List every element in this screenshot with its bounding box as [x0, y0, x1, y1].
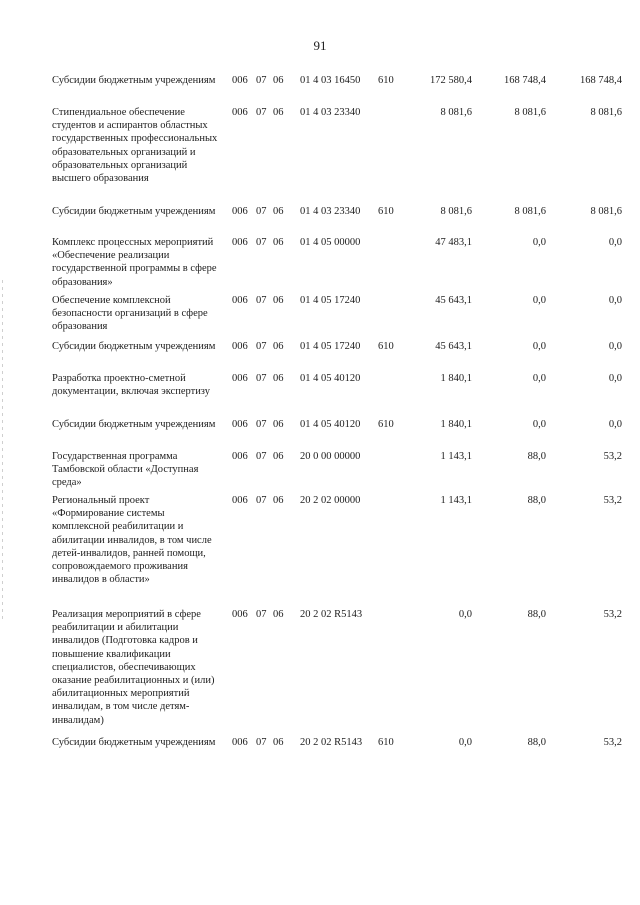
row-ved: 006: [232, 495, 248, 506]
row-pr: 06: [273, 107, 284, 118]
row-vr: 610: [378, 75, 394, 86]
scan-margin-line: [2, 280, 3, 620]
row-ved: 006: [232, 737, 248, 748]
row-rz: 07: [256, 737, 267, 748]
row-rz: 07: [256, 373, 267, 384]
row-value-3: 0,0: [608, 341, 622, 352]
row-ved: 006: [232, 237, 248, 248]
row-rz: 07: [256, 451, 267, 462]
row-value-2: 88,0: [527, 737, 546, 748]
row-pr: 06: [273, 341, 284, 352]
row-vr: 610: [378, 737, 394, 748]
row-pr: 06: [273, 419, 284, 430]
row-name: Субсидии бюджетным учреждениям: [52, 341, 216, 352]
row-csr: 20 2 02 R5143: [300, 737, 363, 748]
row-csr: 01 4 05 17240: [300, 295, 361, 306]
row-value-1: 0,0: [458, 737, 472, 748]
row-value-1: 1 143,1: [440, 451, 472, 462]
row-value-2: 0,0: [532, 295, 546, 306]
row-value-3: 53,2: [603, 609, 622, 620]
row-vr: 610: [378, 341, 394, 352]
row-csr: 20 2 02 00000: [300, 495, 361, 506]
row-value-2: 0,0: [532, 419, 546, 430]
row-value-2: 88,0: [527, 451, 546, 462]
row-value-1: 0,0: [458, 609, 472, 620]
row-pr: 06: [273, 737, 284, 748]
row-value-3: 0,0: [608, 295, 622, 306]
row-vr: 610: [378, 206, 394, 217]
row-csr: 20 0 00 00000: [300, 451, 361, 462]
row-pr: 06: [273, 495, 284, 506]
row-value-3: 0,0: [608, 373, 622, 384]
row-value-1: 8 081,6: [440, 206, 472, 217]
row-name: Субсидии бюджетным учреждениям: [52, 737, 216, 748]
row-vr: 610: [378, 419, 394, 430]
row-rz: 07: [256, 495, 267, 506]
row-ved: 006: [232, 206, 248, 217]
row-value-2: 88,0: [527, 609, 546, 620]
row-rz: 07: [256, 75, 267, 86]
row-rz: 07: [256, 609, 267, 620]
row-value-1: 1 840,1: [440, 419, 472, 430]
row-name: Реализация мероприятий в сфере реабилитации и абилитации инвалидов (Подготовка кадров и повышение квалификации специалистов, обеспечивающих оказание реабилитационных и (или) абилитационных мероприятий инвалидам, в том числе детям-инвалидам): [52, 609, 215, 726]
row-value-3: 8 081,6: [590, 107, 622, 118]
row-value-2: 88,0: [527, 495, 546, 506]
row-value-2: 0,0: [532, 341, 546, 352]
row-csr: 01 4 05 17240: [300, 341, 361, 352]
row-value-3: 168 748,4: [580, 75, 622, 86]
row-csr: 01 4 05 40120: [300, 419, 361, 430]
row-name: Комплекс процессных мероприятий «Обеспечение реализации государственной программы в сфере образования»: [52, 237, 217, 288]
row-pr: 06: [273, 75, 284, 86]
row-name: Обеспечение комплексной безопасности организаций в сфере образования: [52, 295, 208, 333]
row-value-3: 53,2: [603, 451, 622, 462]
row-rz: 07: [256, 107, 267, 118]
row-pr: 06: [273, 451, 284, 462]
row-value-3: 8 081,6: [590, 206, 622, 217]
row-ved: 006: [232, 75, 248, 86]
row-value-1: 1 840,1: [440, 373, 472, 384]
row-name: Разработка проектно-сметной документации, включая экспертизу: [52, 373, 210, 398]
row-name: Региональный проект «Формирование системы комплексной реабилитации и абилитации инвалидов, в том числе детей-инвалидов, ранней помощи, сопровождаемого проживания инвалидов в области»: [52, 495, 212, 586]
row-value-3: 0,0: [608, 237, 622, 248]
row-value-1: 1 143,1: [440, 495, 472, 506]
row-ved: 006: [232, 295, 248, 306]
row-name: Субсидии бюджетным учреждениям: [52, 206, 216, 217]
row-ved: 006: [232, 341, 248, 352]
row-name: Стипендиальное обеспечение студентов и аспирантов областных государственных профессиональных образовательных организаций и образовательных организаций высшего образования: [52, 107, 218, 185]
row-ved: 006: [232, 419, 248, 430]
row-value-3: 53,2: [603, 737, 622, 748]
row-value-1: 172 580,4: [430, 75, 472, 86]
row-csr: 01 4 03 16450: [300, 75, 361, 86]
row-rz: 07: [256, 237, 267, 248]
row-ved: 006: [232, 451, 248, 462]
row-value-3: 0,0: [608, 419, 622, 430]
row-rz: 07: [256, 295, 267, 306]
row-value-2: 0,0: [532, 373, 546, 384]
row-value-2: 8 081,6: [514, 107, 546, 118]
row-ved: 006: [232, 107, 248, 118]
row-csr: 01 4 05 40120: [300, 373, 361, 384]
row-value-3: 53,2: [603, 495, 622, 506]
row-csr: 01 4 03 23340: [300, 206, 361, 217]
row-name: Субсидии бюджетным учреждениям: [52, 75, 216, 86]
row-csr: 20 2 02 R5143: [300, 609, 363, 620]
row-value-1: 45 643,1: [435, 295, 472, 306]
row-name: Субсидии бюджетным учреждениям: [52, 419, 216, 430]
row-csr: 01 4 05 00000: [300, 237, 361, 248]
row-csr: 01 4 03 23340: [300, 107, 361, 118]
row-pr: 06: [273, 206, 284, 217]
row-rz: 07: [256, 419, 267, 430]
row-pr: 06: [273, 237, 284, 248]
row-ved: 006: [232, 373, 248, 384]
row-value-1: 45 643,1: [435, 341, 472, 352]
row-value-1: 47 483,1: [435, 237, 472, 248]
row-name: Государственная программа Тамбовской области «Доступная среда»: [52, 451, 199, 489]
row-value-2: 8 081,6: [514, 206, 546, 217]
row-pr: 06: [273, 373, 284, 384]
row-value-2: 0,0: [532, 237, 546, 248]
row-rz: 07: [256, 341, 267, 352]
page-number: 91: [313, 38, 327, 53]
row-value-2: 168 748,4: [504, 75, 546, 86]
row-value-1: 8 081,6: [440, 107, 472, 118]
row-rz: 07: [256, 206, 267, 217]
row-ved: 006: [232, 609, 248, 620]
row-pr: 06: [273, 295, 284, 306]
row-pr: 06: [273, 609, 284, 620]
